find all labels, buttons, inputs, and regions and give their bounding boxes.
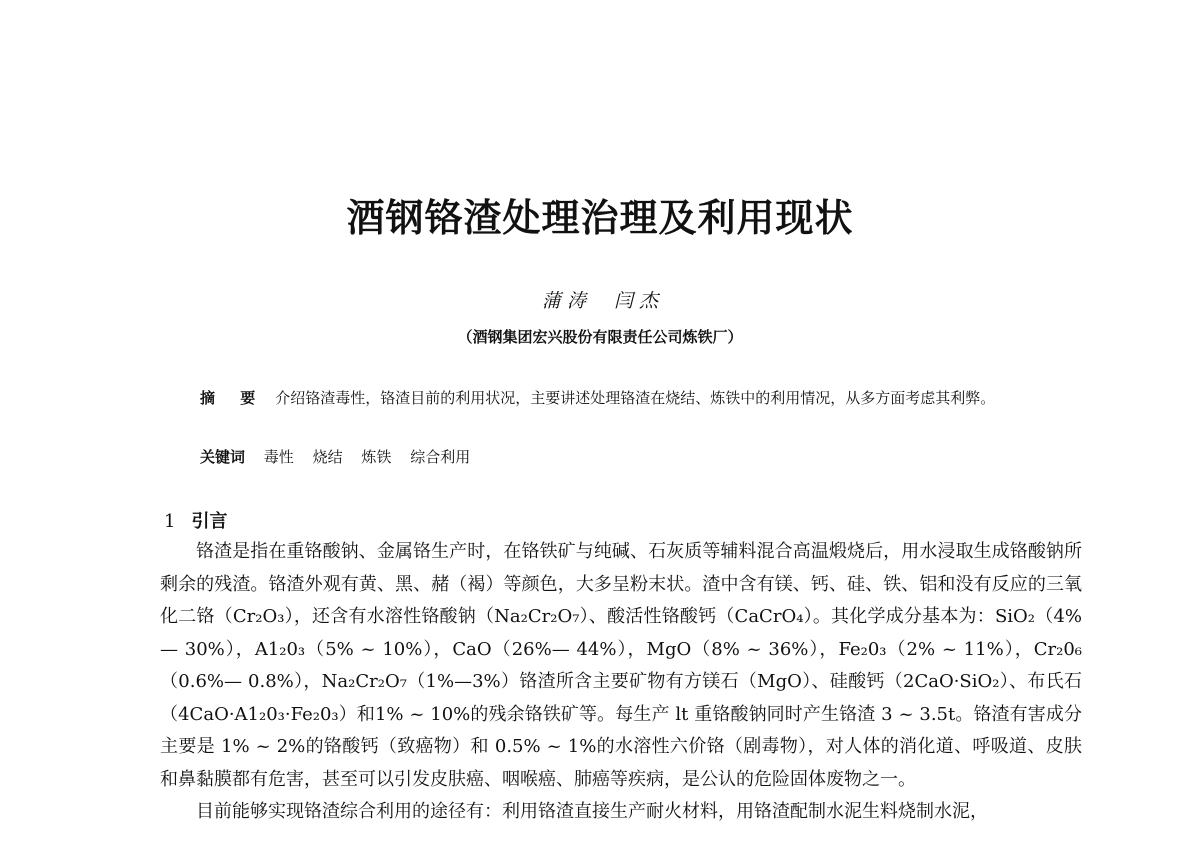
body-paragraph: 目前能够实现铬渣综合利用的途径有：利用铬渣直接生产耐火材料，用铬渣配制水泥生料烧制水泥， (196, 801, 988, 822)
keyword: 毒性 (263, 448, 294, 466)
body-text (160, 536, 1082, 829)
abstract-label: 摘 要 (200, 389, 266, 407)
author-affiliation: （酒钢集团宏兴股份有限责任公司炼铁厂） (457, 328, 743, 346)
section-number: 1 (164, 511, 176, 532)
author-name: 蒲 涛 (541, 290, 586, 312)
keyword: 烧结 (312, 448, 343, 466)
keyword: 综合利用 (410, 448, 471, 466)
section-title: 引言 (191, 511, 228, 532)
section-heading (164, 508, 227, 536)
abstract-block (200, 386, 1050, 411)
keyword: 炼铁 (361, 448, 392, 466)
author-list (0, 287, 1200, 315)
keywords-block (200, 445, 1050, 470)
author-name: 闫 杰 (614, 290, 659, 312)
body-paragraph: 铬渣是指在重铬酸钠、金属铬生产时，在铬铁矿与纯碱、石灰质等辅料混合高温煅烧后，用水浸取生成铬酸钠所剩余的残渣。铬渣外观有黄、黑、赭（褐）等颜色，大多呈粉末状。渣中含有镁、钙、硅、铁、铝和没有反应的三氧化二铬（Cr₂O₃），还含有水溶性铬酸钠（Na₂Cr₂O₇）、酸活性铬酸钙（CaCrO₄）。其化学成分基本为：SiO₂（4%— 30%），A1₂0₃（5% ~ 10%），CaO（26%— 44%），MgO（8% ~ 36%），Fe₂0₃（2% ~ 11%），Cr₂0₆（0.6%— 0.8%），Na₂Cr₂O₇（1%—3%）铬渣所含主要矿物有方镁石（MgO）、硅酸钙（2CaO·SiO₂）、布氏石（4CaO·A1₂0₃·Fe₂0₃）和1% ~ 10%的残余铬铁矿等。每生产 lt 重铬酸钠同时产生铬渣 3 ~ 3.5t。铬渣有害成分主要是 1% ~ 2%的铬酸钙（致癌物）和 0.5% ~ 1%的水溶性六价铬（剧毒物），对人体的消化道、呼吸道、皮肤和鼻黏膜都有危害，甚至可以引发皮肤癌、咽喉癌、肺癌等疾病，是公认的危险固体废物之一。 (160, 541, 1082, 790)
abstract-text: 介绍铬渣毒性，铬渣目前的利用状况，主要讲述处理铬渣在烧结、炼铁中的利用情况，从多方面考虑其利弊。 (275, 389, 996, 407)
keywords-label: 关键词 (200, 448, 246, 466)
paper-title: 酒钢铬渣处理治理及利用现状 (346, 195, 854, 240)
